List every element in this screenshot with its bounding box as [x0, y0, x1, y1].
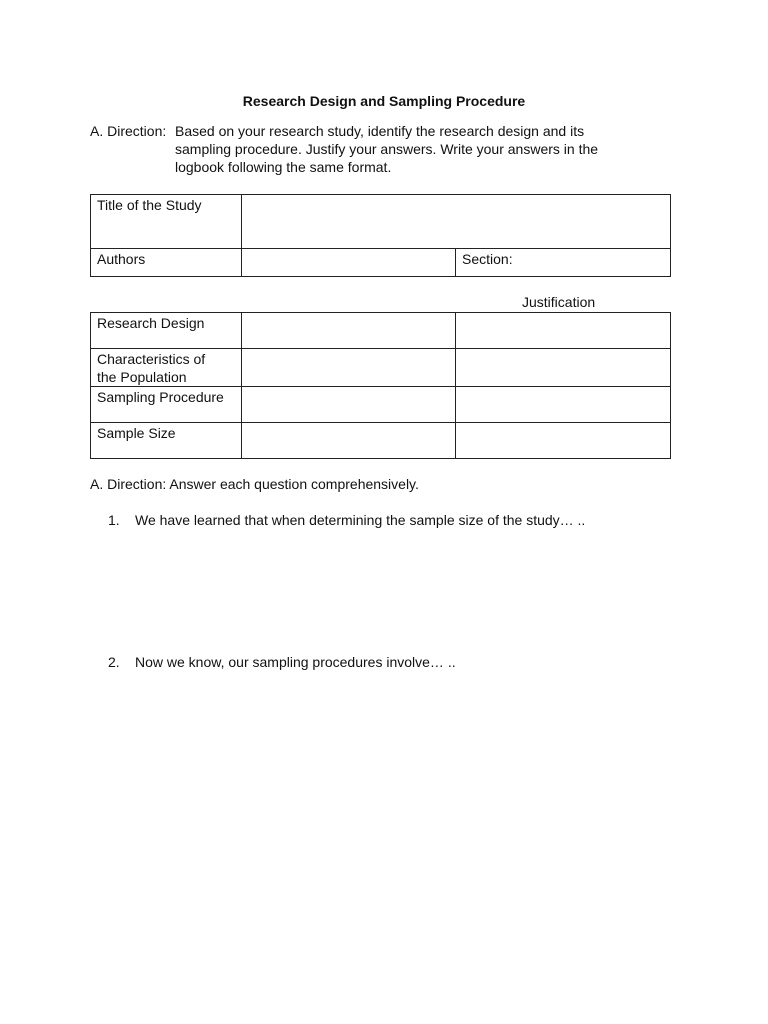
table-row [91, 387, 671, 423]
table-row [91, 349, 671, 387]
direction-a-line-2: sampling procedure. Justify your answers. Write your answers in the [175, 141, 599, 157]
table-row [91, 313, 671, 349]
question-1 [108, 512, 585, 528]
sample-size-answer-cell [242, 423, 456, 459]
direction-a [90, 122, 690, 176]
document-title: Research Design and Sampling Procedure [242, 93, 526, 109]
question-2 [108, 654, 456, 670]
direction-a-line-1: Based on your research study, identify the research design and its [175, 123, 585, 139]
direction-b: A. Direction: Answer each question comprehensively. [90, 476, 419, 492]
authors-cell [242, 249, 456, 277]
direction-a-line-3: logbook following the same format. [175, 159, 392, 175]
sample-size-justification-cell [456, 423, 671, 459]
justification-heading: Justification [522, 294, 596, 310]
population-characteristics-label: Characteristics of the Population [91, 349, 242, 387]
direction-a-text [175, 122, 690, 176]
direction-a-label: A. Direction: [90, 123, 167, 139]
research-design-answer-cell [242, 313, 456, 349]
sampling-procedure-label: Sampling Procedure [91, 387, 242, 423]
table-row [91, 423, 671, 459]
sampling-procedure-justification-cell [456, 387, 671, 423]
question-number: 2. [108, 654, 120, 670]
title-of-study-cell [242, 195, 671, 249]
research-design-justification-cell [456, 313, 671, 349]
sampling-procedure-answer-cell [242, 387, 456, 423]
research-design-label: Research Design [91, 313, 242, 349]
population-answer-cell [242, 349, 456, 387]
research-design-table [90, 312, 671, 459]
population-justification-cell [456, 349, 671, 387]
question-text: We have learned that when determining the sample size of the study… .. [135, 512, 586, 528]
title-of-study-label: Title of the Study [91, 195, 242, 249]
sample-size-label: Sample Size [91, 423, 242, 459]
study-info-table [90, 194, 671, 277]
question-number: 1. [108, 512, 120, 528]
question-text: Now we know, our sampling procedures involve… .. [135, 654, 456, 670]
table-row [91, 195, 671, 249]
table-row [91, 249, 671, 277]
section-label: Section: [456, 249, 671, 277]
authors-label: Authors [91, 249, 242, 277]
